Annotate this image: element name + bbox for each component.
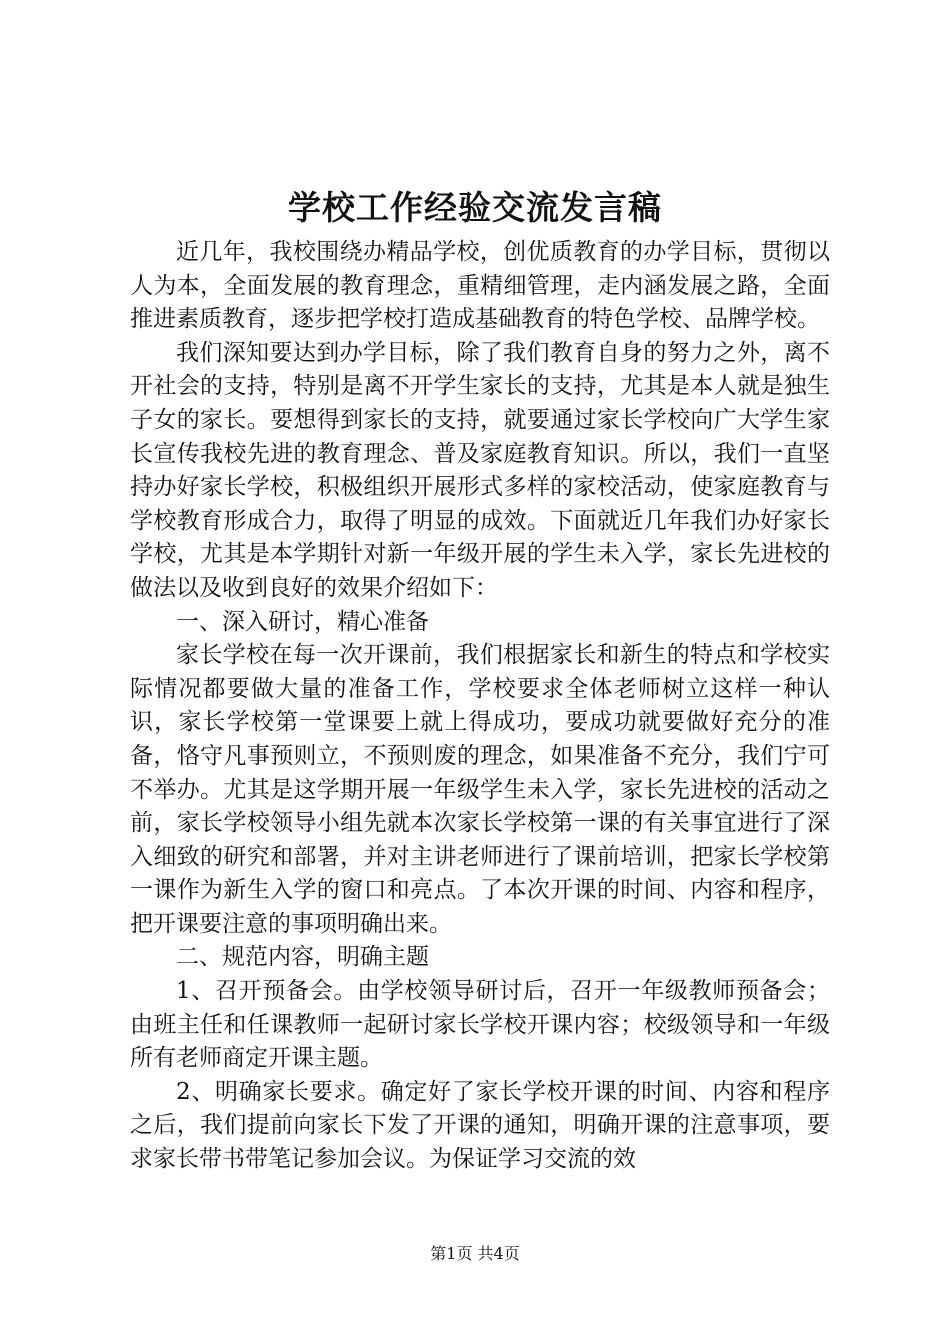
section-heading-1: 一、深入研讨，精心准备 <box>176 608 429 635</box>
page-number-footer: 第1页 共4页 <box>430 1244 520 1263</box>
paragraph-intro: 近几年，我校围绕办精品学校，创优质教育的办学目标，贯彻以人为本，全面发展的教育理念，重精细管理，走内涵发展之路，全面推进素质教育，逐步把学校打造成基础教育的特色学校、品牌学校。 <box>130 239 830 333</box>
paragraph-support: 我们深知要达到办学目标，除了我们教育自身的努力之外，离不开社会的支持，特别是离不开学生家长的支持，尤其是本人就是独生子女的家长。要想得到家长的支持，就要通过家长学校向广大学生家长宣传我校先进的教育理念、普及家庭教育知识。所以，我们一直坚持办好家长学校，积极组织开展形式多样的家校活动，使家庭教育与学校教育形成合力，取得了明显的成效。下面就近几年我们办好家长学校，尤其是本学期针对新一年级开展的学生未入学，家长先进校的做法以及收到良好的效果介绍如下： <box>130 339 830 601</box>
document-title: 学校工作经验交流发言稿 <box>288 188 662 227</box>
section-heading-2: 二、规范内容，明确主题 <box>176 944 429 971</box>
paragraph-item-2: 2、明确家长要求。确定好了家长学校开课的时间、内容和程序之后，我们提前向家长下发了开课的通知，明确开课的注意事项，要求家长带书带笔记参加会议。为保证学习交流的效 <box>130 1078 830 1173</box>
document-body <box>130 236 830 1177</box>
paragraph-item-1: 1、召开预备会。由学校领导研讨后，召开一年级教师预备会；由班主任和任课教师一起研讨家长学校开课内容；校级领导和一年级所有老师商定开课主题。 <box>130 978 830 1072</box>
paragraph-preparation: 家长学校在每一次开课前，我们根据家长和新生的特点和学校实际情况都要做大量的准备工作，学校要求全体老师树立这样一种认识，家长学校第一堂课要上就上得成功，要成功就要做好充分的准备，恪守凡事预则立，不预则废的理念，如果准备不充分，我们宁可不举办。尤其是这学期开展一年级学生未入学，家长先进校的活动之前，家长学校领导小组先就本次家长学校第一课的有关事宜进行了深入细致的研究和部署，并对主讲老师进行了课前培训，把家长学校第一课作为新生入学的窗口和亮点。了本次开课的时间、内容和程序，把开课要注意的事项明确出来。 <box>130 642 830 937</box>
